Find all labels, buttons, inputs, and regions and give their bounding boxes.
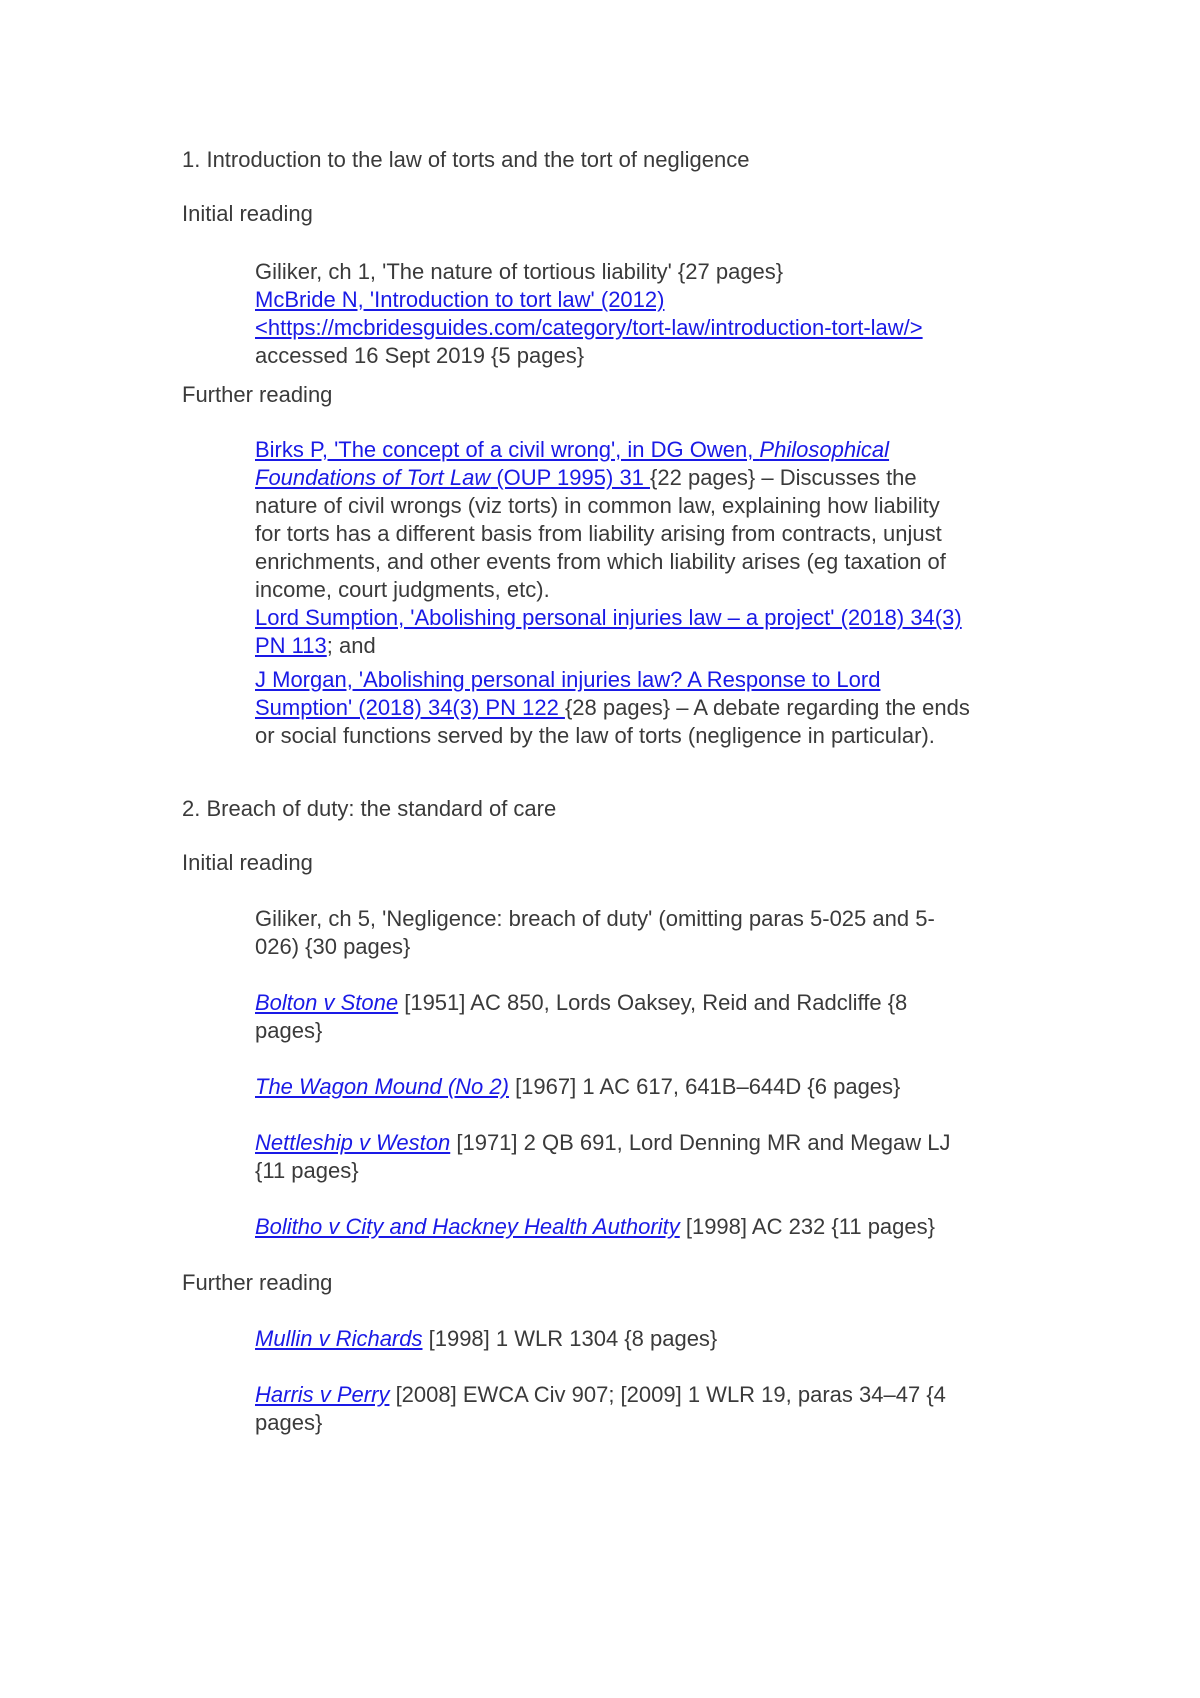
mcbride-accessed-note: accessed 16 Sept 2019 {5 pages} [255,343,585,368]
sumption-link-continued[interactable]: PN 113 [255,633,327,658]
mcbride-url-link[interactable]: <https://mcbridesguides.com/category/tort-law/introduction-tort-law/> [255,315,923,340]
section-1-initial-reading-label: Initial reading [182,201,313,226]
section-1-further-reading-list [255,436,1075,660]
section-2-title: 2. Breach of duty: the standard of care [182,796,557,821]
birks-description-line: enrichments, and other events from which liability arises (eg taxation of [255,549,946,574]
bolton-v-stone-link[interactable]: Bolton v Stone [255,990,399,1015]
birks-description-line: for torts has a different basis from liability arising from contracts, unjust [255,521,942,546]
wagon-mound-entry: The Wagon Mound (No 2) [1967] 1 AC 617, 641B–644D {6 pages} [255,1074,901,1099]
harris-entry: Harris v Perry [2008] EWCA Civ 907; [2009] 1 WLR 19, paras 34–47 {4 pages} [255,1382,946,1435]
birks-pages-note: {22 pages} – Discusses the [650,465,917,490]
giliker-ch5-entry: Giliker, ch 5, 'Negligence: breach of duty' (omitting paras 5-025 and 5- 026) {30 pages} [255,906,935,959]
sumption-link[interactable]: Lord Sumption, 'Abolishing personal injuries law – a project' (2018) 34(3) [255,605,962,630]
section-1-title: 1. Introduction to the law of torts and the tort of negligence [182,147,750,172]
giliker-ch1-entry: Giliker, ch 1, 'The nature of tortious liability' {27 pages} [255,259,784,284]
birks-link-continued[interactable]: Foundations of Tort Law (OUP 1995) 31 [255,465,651,490]
harris-v-perry-link[interactable]: Harris v Perry [255,1382,390,1407]
bolton-entry: Bolton v Stone [1951] AC 850, Lords Oaksey, Reid and Radcliffe {8 pages} [255,990,908,1043]
morgan-link-continued[interactable]: Sumption' (2018) 34(3) PN 122 [255,695,565,720]
birks-link[interactable]: Birks P, 'The concept of a civil wrong', in DG Owen, Philosophical [255,437,890,462]
mullin-v-richards-link[interactable]: Mullin v Richards [255,1326,423,1351]
wagon-mound-link[interactable]: The Wagon Mound (No 2) [255,1074,509,1099]
section-2-further-reading-label: Further reading [182,1270,333,1295]
morgan-entry [255,666,1075,750]
morgan-description-line: or social functions served by the law of torts (negligence in particular). [255,723,935,748]
section-1-further-reading-label: Further reading [182,382,333,407]
section-1-initial-reading-list [255,258,1075,370]
sumption-and-text: ; and [326,633,376,658]
bolitho-entry: Bolitho v City and Hackney Health Authority [1998] AC 232 {11 pages} [255,1214,935,1239]
mcbride-link[interactable]: McBride N, 'Introduction to tort law' (2012) [255,287,665,312]
morgan-link[interactable]: J Morgan, 'Abolishing personal injuries law? A Response to Lord [255,667,881,692]
nettleship-entry: Nettleship v Weston [1971] 2 QB 691, Lord Denning MR and Megaw LJ {11 pages} [255,1130,951,1183]
morgan-pages-note: {28 pages} – A debate regarding the ends [564,695,970,720]
section-2-initial-reading-label: Initial reading [182,850,313,875]
nettleship-v-weston-link[interactable]: Nettleship v Weston [255,1130,451,1155]
mullin-entry: Mullin v Richards [1998] 1 WLR 1304 {8 pages} [255,1326,718,1351]
birks-description-line: nature of civil wrongs (viz torts) in common law, explaining how liability [255,493,940,518]
bolitho-link[interactable]: Bolitho v City and Hackney Health Authority [255,1214,680,1239]
birks-description-line: income, court judgments, etc). [255,577,550,602]
